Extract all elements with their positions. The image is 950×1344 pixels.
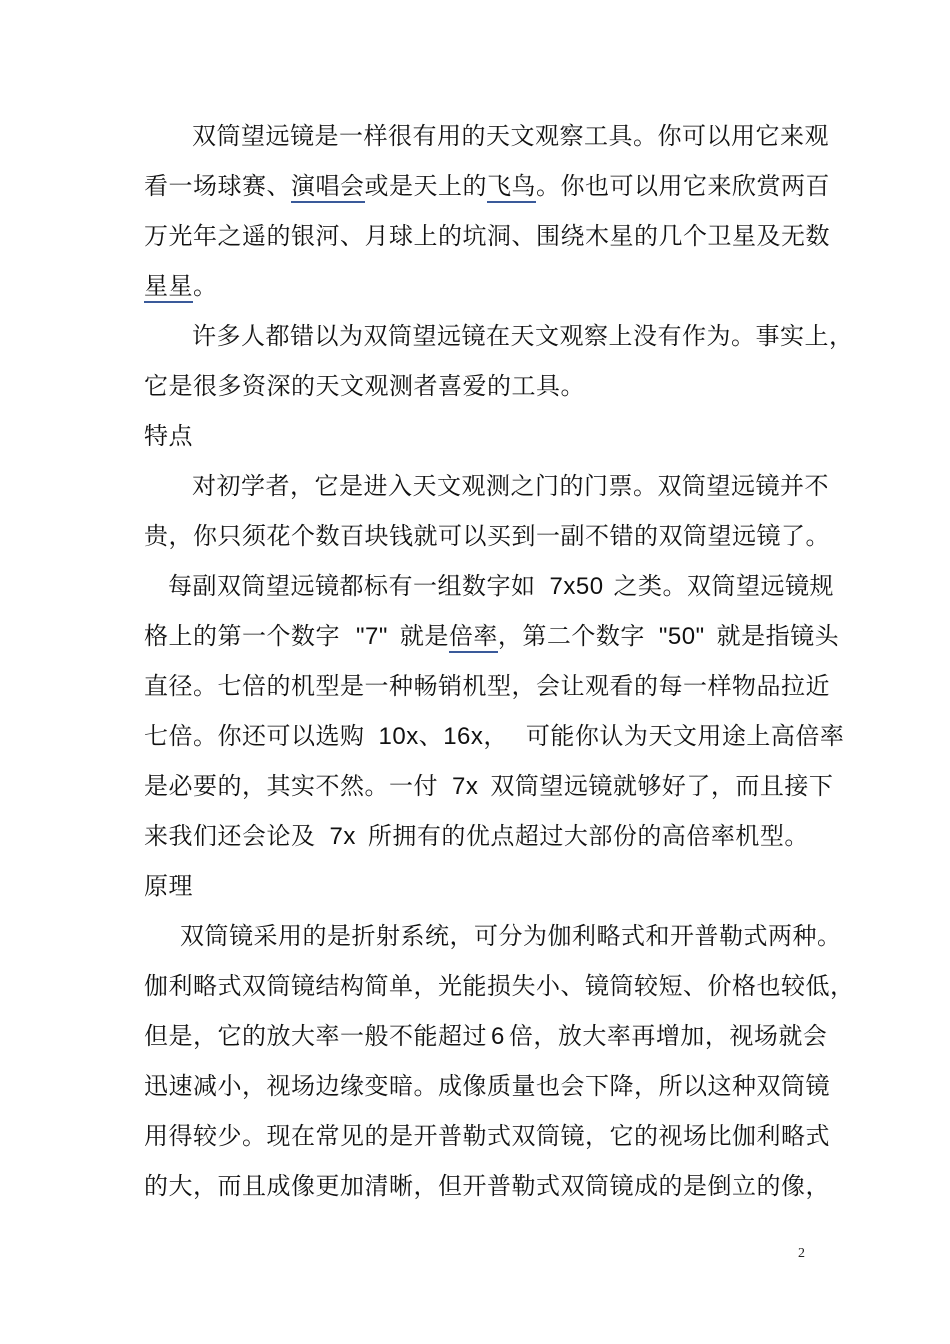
text-line bbox=[0, 814, 950, 858]
spec-number: "7" bbox=[356, 623, 388, 650]
text-run: 万光年之遥的银河、月球上的坑洞、围绕木星的几个卫星及无数 bbox=[144, 222, 830, 250]
text-run: 。你也可以用它来欣赏两百 bbox=[536, 172, 830, 200]
text-line bbox=[0, 164, 950, 208]
text-line bbox=[0, 1064, 950, 1108]
text-line bbox=[0, 914, 950, 958]
text-run: 或是天上的 bbox=[364, 172, 487, 200]
text-line bbox=[0, 514, 950, 558]
spec-number: 6 bbox=[491, 1023, 505, 1050]
text-run: 每副双筒望远镜都标有一组数字如 bbox=[168, 572, 536, 600]
text-run: 双筒镜采用的是折射系统，可分为伽利略式和开普勒式两种。 bbox=[180, 922, 842, 950]
text-line bbox=[0, 1164, 950, 1208]
spec-number: 7x bbox=[452, 773, 479, 800]
text-run: 格上的第一个数字 bbox=[144, 622, 340, 650]
text-run: 七倍。你还可以选购 bbox=[144, 722, 365, 750]
text-run: 之类。双筒望远镜规 bbox=[613, 572, 835, 600]
text-line bbox=[0, 114, 950, 158]
heading-text: 原理 bbox=[144, 872, 193, 900]
concert-link[interactable]: 演唱会 bbox=[291, 172, 365, 203]
section-heading-principle bbox=[0, 864, 950, 908]
text-line bbox=[0, 964, 950, 1008]
text-line bbox=[0, 364, 950, 408]
text-run: 的大，而且成像更加清晰，但开普勒式双筒镜成的是倒立的像， bbox=[144, 1172, 830, 1200]
text-run: ，第二个数字 bbox=[497, 622, 645, 650]
text-run: 伽利略式双筒镜结构简单，光能损失小、镜筒较短、价格也较低， bbox=[144, 972, 855, 1000]
text-run: 就是 bbox=[399, 622, 449, 650]
stars-link[interactable]: 星星 bbox=[144, 272, 193, 303]
text-line bbox=[0, 564, 950, 608]
text-run: 双筒望远镜就够好了，而且接下 bbox=[490, 772, 834, 800]
section-heading-features bbox=[0, 414, 950, 458]
spec-number: "50" bbox=[658, 623, 705, 650]
text-run: 是必要的，其实不然。一付 bbox=[144, 772, 438, 800]
spec-number: 7x50 bbox=[549, 573, 604, 600]
spec-number: 10x、16x， bbox=[378, 723, 508, 750]
bird-link[interactable]: 飞鸟 bbox=[487, 172, 536, 203]
text-run: 但是，它的放大率一般不能超过 bbox=[144, 1022, 487, 1050]
spec-number: 7x bbox=[329, 823, 356, 850]
text-run: 所拥有的优点超过大部份的高倍率机型。 bbox=[367, 822, 809, 850]
magnification-link[interactable]: 倍率 bbox=[449, 622, 498, 653]
text-run: 。 bbox=[193, 272, 218, 300]
text-line bbox=[0, 1114, 950, 1158]
text-run: 贵，你只须花个数百块钱就可以买到一副不错的双筒望远镜了。 bbox=[144, 522, 830, 550]
text-line bbox=[0, 214, 950, 258]
text-line bbox=[0, 664, 950, 708]
heading-text: 特点 bbox=[144, 422, 193, 450]
text-line bbox=[0, 714, 950, 758]
text-line bbox=[0, 464, 950, 508]
text-run: 来我们还会论及 bbox=[144, 822, 316, 850]
text-line bbox=[0, 614, 950, 658]
text-run: 直径。七倍的机型是一种畅销机型，会让观看的每一样物品拉近 bbox=[144, 672, 830, 700]
text-run: 迅速减小，视场边缘变暗。成像质量也会下降，所以这种双筒镜 bbox=[144, 1072, 830, 1100]
text-run: 对初学者，它是进入天文观测之门的门票。双筒望远镜并不 bbox=[192, 472, 829, 500]
text-run: 它是很多资深的天文观测者喜爱的工具。 bbox=[144, 372, 585, 400]
text-run: 用得较少。现在常见的是开普勒式双筒镜，它的视场比伽利略式 bbox=[144, 1122, 830, 1150]
text-line bbox=[0, 1014, 950, 1058]
page-number: 2 bbox=[798, 1246, 805, 1261]
text-run: 可能你认为天文用途上高倍率 bbox=[525, 722, 845, 750]
text-run: 许多人都错以为双筒望远镜在天文观察上没有作为。事实上， bbox=[192, 322, 854, 350]
text-run: 看一场球赛、 bbox=[144, 172, 291, 200]
text-run: 倍，放大率再增加，视场就会 bbox=[508, 1022, 828, 1050]
text-line bbox=[0, 764, 950, 808]
text-line bbox=[0, 264, 950, 308]
text-run: 就是指镜头 bbox=[716, 622, 840, 650]
text-line bbox=[0, 314, 950, 358]
text-run: 双筒望远镜是一样很有用的天文观察工具。你可以用它来观 bbox=[192, 122, 829, 150]
